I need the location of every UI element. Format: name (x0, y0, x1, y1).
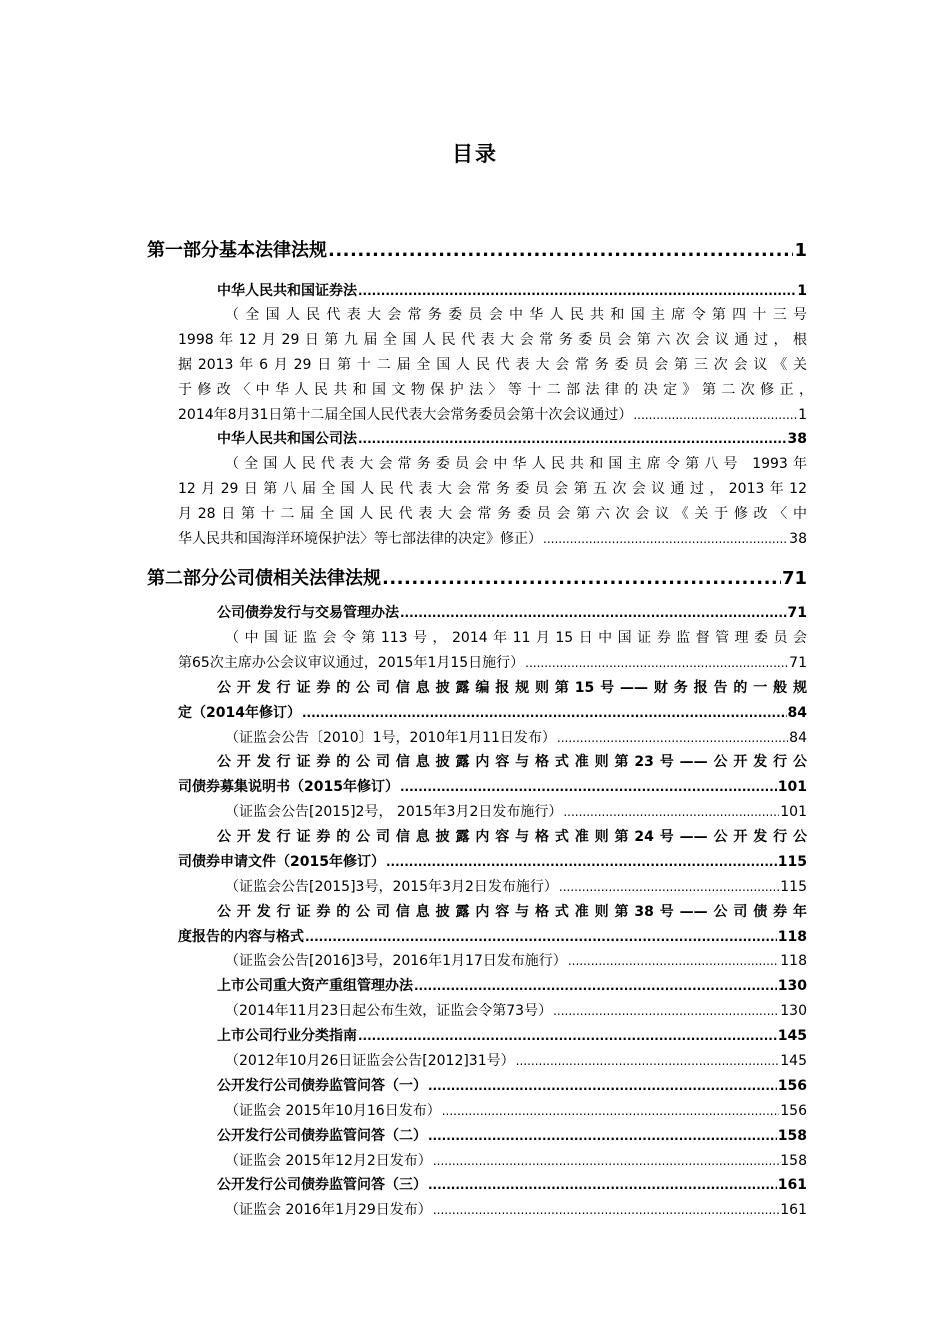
entry-note: （2014年11月23日起公布生效，证监会令第73号） (225, 1003, 553, 1019)
entry-note-line: （全国人民代表大会常务委员会中华人民共和国主席令第四十三号 (225, 307, 807, 323)
page-number: 161 (777, 1177, 807, 1193)
toc-entry[interactable] (217, 1174, 807, 1194)
part-label: 第一部分基本法律法规 (147, 240, 327, 261)
page-number: 161 (780, 1202, 807, 1218)
entry-note-line: 12月29日第八届全国人民代表大会常务委员会第五次会议通过，2013年12 (178, 481, 807, 497)
toc-entry-note[interactable] (225, 950, 807, 970)
page-number: 71 (787, 605, 807, 621)
leader-dots (358, 1029, 777, 1043)
leader-dots (414, 979, 777, 993)
page-number: 130 (780, 1003, 807, 1019)
toc-part-1[interactable] (147, 236, 807, 262)
entry-title: 中华人民共和国证券法 (217, 283, 357, 299)
page-number: 1 (794, 240, 807, 261)
entry-title: 上市公司重大资产重组管理办法 (217, 978, 413, 994)
leader-dots (358, 432, 787, 446)
leader-dots (302, 706, 787, 720)
toc-entry[interactable] (178, 851, 807, 871)
page-number: 145 (777, 1028, 807, 1044)
entry-title: 度报告的内容与格式 (178, 929, 304, 945)
page-number: 158 (780, 1153, 807, 1169)
toc-entry-note[interactable] (225, 876, 807, 896)
entry-note-line: （中国证监会令第113号，2014年11月15日中国证券监督管理委员会 (225, 630, 807, 646)
toc-entry-note[interactable] (225, 1100, 807, 1120)
leader-dots (305, 930, 777, 944)
entry-title: 公开发行公司债券监管问答（二） (217, 1128, 427, 1144)
entry-note: （证监会公告[2016]3号，2016年1月17日发布施行） (225, 953, 567, 969)
entry-note: 2014年8月31日第十二届全国人民代表大会常务委员会第十次会议通过） (178, 407, 633, 423)
leader-dots (428, 1079, 777, 1093)
entry-note: （证监会公告[2015]2号， 2015年3月2日发布施行） (225, 804, 563, 820)
toc-entry[interactable] (217, 975, 807, 995)
entry-note: （证监会 2015年10月16日发布） (225, 1103, 441, 1119)
toc-entry-note[interactable] (225, 1199, 807, 1219)
toc-entry[interactable] (217, 1125, 807, 1145)
leader-dots (543, 532, 788, 546)
leader-dots (525, 656, 788, 670)
leader-dots (516, 1054, 780, 1068)
page-number: 145 (780, 1053, 807, 1069)
toc-entry-securities-law[interactable] (217, 280, 807, 300)
entry-note: （证监会 2015年12月2日发布） (225, 1153, 432, 1169)
page-number: 84 (789, 730, 807, 746)
leader-dots (433, 1154, 779, 1168)
leader-dots (358, 284, 796, 298)
toc-entry[interactable] (217, 1075, 807, 1095)
entry-note-line: 1998年12月29日第九届全国人民代表大会常务委员会第六次会议通过，根 (178, 332, 807, 348)
toc-entry[interactable] (217, 602, 807, 622)
page-number: 115 (780, 879, 807, 895)
entry-title-line[interactable]: 公开发行证券的公司信息披露内容与格式准则第23号——公开发行公 (217, 754, 807, 770)
toc-entry-note[interactable] (225, 801, 807, 821)
entry-title: 定（2014年修订） (178, 705, 301, 721)
entry-title: 司债券申请文件（2015年修订） (178, 854, 385, 870)
page-number: 115 (777, 854, 807, 870)
page-number: 118 (777, 929, 807, 945)
page-number: 71 (789, 655, 807, 671)
entry-title-line[interactable]: 公开发行证券的公司信息披露内容与格式准则第24号——公开发行公 (217, 829, 807, 845)
leader-dots (386, 855, 777, 869)
toc-entry-note[interactable] (178, 528, 807, 548)
entry-note: （证监会 2016年1月29日发布） (225, 1202, 432, 1218)
entry-note: （证监会公告[2015]3号，2015年3月2日发布施行） (225, 879, 558, 895)
leader-dots (400, 780, 777, 794)
entry-title-line[interactable]: 公开发行证券的公司信息披露编报规则第15号——财务报告的一般规 (217, 680, 807, 696)
leader-dots (563, 805, 779, 819)
page-number: 71 (781, 568, 807, 589)
entry-note-line: （全国人民代表大会常务委员会中华人民共和国主席令第八号 1993年 (225, 456, 807, 472)
page-number: 118 (780, 953, 807, 969)
toc-entry-note[interactable] (178, 404, 807, 424)
toc-entry-note[interactable] (225, 1000, 807, 1020)
page-number: 156 (777, 1078, 807, 1094)
entry-note: 第65次主席办公会议审议通过，2015年1月15日施行） (178, 655, 525, 671)
page-number: 1 (797, 283, 807, 299)
toc-entry[interactable] (178, 776, 807, 796)
page-number: 38 (789, 531, 807, 547)
leader-dots (557, 731, 788, 745)
leader-dots (442, 1104, 780, 1118)
toc-entry-note[interactable] (225, 1150, 807, 1170)
leader-dots (559, 880, 779, 894)
toc-title: 目录 (452, 142, 498, 166)
entry-note: 华人民共和国海洋环境保护法〉等七部法律的决定》修正） (178, 531, 542, 547)
leader-dots (428, 1129, 777, 1143)
entry-note-line: 月28日第十二届全国人民代表大会常务委员会第六次会议《关于修改〈中 (178, 506, 807, 522)
entry-title: 公开发行公司债券监管问答（一） (217, 1078, 427, 1094)
entry-title: 公司债券发行与交易管理办法 (217, 605, 399, 621)
entry-note-line: 据2013年6月29日第十二届全国人民代表大会常务委员会第三次会议《关 (178, 357, 807, 373)
toc-entry-company-law[interactable] (217, 428, 807, 448)
leader-dots (433, 1203, 779, 1217)
toc-entry[interactable] (217, 1025, 807, 1045)
leader-dots (633, 408, 797, 422)
entry-title: 司债券募集说明书（2015年修订） (178, 779, 399, 795)
entry-note: （2012年10月26日证监会公告[2012]31号） (225, 1053, 515, 1069)
leader-dots (400, 606, 787, 620)
page-number: 130 (777, 978, 807, 994)
page-number: 156 (780, 1103, 807, 1119)
entry-title: 公开发行公司债券监管问答（三） (217, 1177, 427, 1193)
toc-entry[interactable] (178, 702, 807, 722)
page-number: 158 (777, 1128, 807, 1144)
entry-title-line[interactable]: 公开发行证券的公司信息披露内容与格式准则第38号——公司债券年 (217, 904, 807, 920)
leader-dots (568, 954, 779, 968)
toc-entry-note[interactable] (225, 727, 807, 747)
leader-dots (382, 568, 781, 589)
page-number: 101 (780, 804, 807, 820)
page-number: 1 (798, 407, 807, 423)
part-label: 第二部分公司债相关法律法规 (147, 568, 381, 589)
entry-title: 中华人民共和国公司法 (217, 431, 357, 447)
leader-dots (328, 240, 793, 261)
page-number: 84 (787, 705, 807, 721)
leader-dots (428, 1178, 777, 1192)
entry-note: （证监会公告〔2010〕1号，2010年1月11日发布） (225, 730, 556, 746)
leader-dots (553, 1004, 779, 1018)
toc-entry-note[interactable] (178, 652, 807, 672)
entry-note-line: 于修改〈中华人民共和国文物保护法〉等十二部法律的决定》第二次修正， (178, 382, 813, 398)
toc-entry-note[interactable] (225, 1050, 807, 1070)
entry-title: 上市公司行业分类指南 (217, 1028, 357, 1044)
page-number: 101 (777, 779, 807, 795)
toc-part-2[interactable] (147, 564, 807, 590)
page-number: 38 (787, 431, 807, 447)
toc-entry[interactable] (178, 926, 807, 946)
